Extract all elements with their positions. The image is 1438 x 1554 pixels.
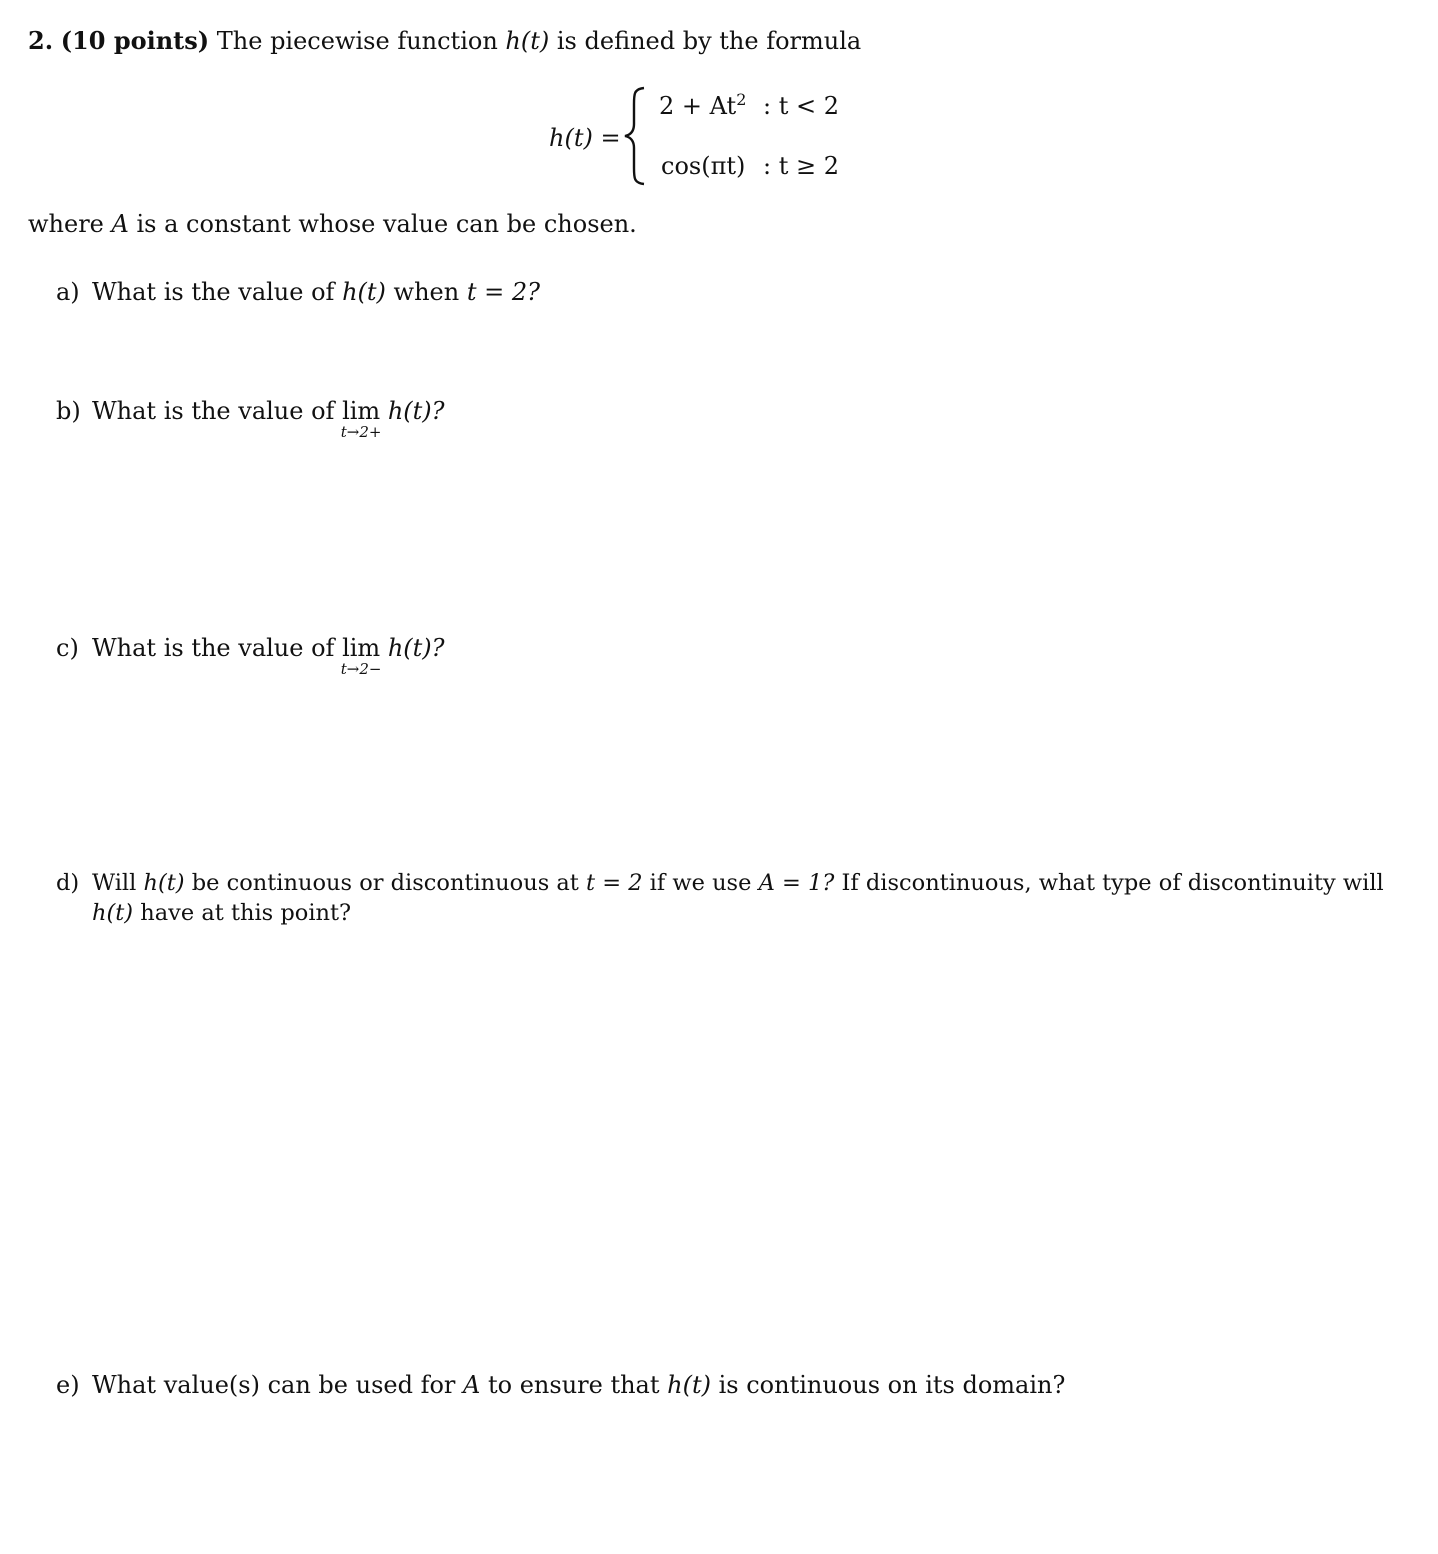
question-label: c)	[56, 634, 79, 662]
limit-operator: lim t→2−	[340, 634, 382, 678]
problem-number: 2.	[28, 26, 54, 55]
case2-expression: cos(πt)	[661, 152, 746, 180]
problem-heading	[28, 26, 861, 55]
where-text: where A is a constant whose value can be chosen.	[28, 210, 637, 238]
question-label: a)	[56, 278, 80, 306]
case1-expression: $2 + At^2$	[659, 90, 747, 120]
formula-lhs: h(t) =	[549, 124, 621, 152]
problem-intro-post: is defined by the formula	[549, 27, 862, 55]
limit-subscript: t→2−	[340, 660, 382, 678]
limit-subscript: t→2+	[340, 423, 382, 441]
case1-condition: : t < 2	[763, 92, 839, 120]
question-label: d)	[56, 870, 80, 896]
question-c: c) What is the value of lim t→2− h(t)?	[56, 634, 445, 678]
question-d: d) Will h(t) be continuous or discontinuous at t = 2 if we use A = 1? If discontinuous, what type of discontinuity will	[56, 870, 1384, 896]
question-e: e) What value(s) can be used for A to ensure that h(t) is continuous on its domain?	[56, 1371, 1066, 1399]
question-label: e)	[56, 1371, 80, 1399]
question-b: b) What is the value of lim t→2+ h(t)?	[56, 397, 445, 441]
limit-operator: lim t→2+	[340, 397, 382, 441]
case2-condition: : t ≥ 2	[763, 152, 839, 180]
problem-intro-pre: The piecewise function	[216, 27, 506, 55]
question-a: a) What is the value of h(t) when t = 2?	[56, 278, 540, 306]
problem-function: h(t)	[505, 27, 550, 55]
question-label: b)	[56, 397, 81, 425]
left-brace-icon	[622, 86, 648, 186]
question-d-line2: h(t) have at this point?	[92, 900, 352, 926]
problem-points: (10 points)	[60, 26, 210, 55]
